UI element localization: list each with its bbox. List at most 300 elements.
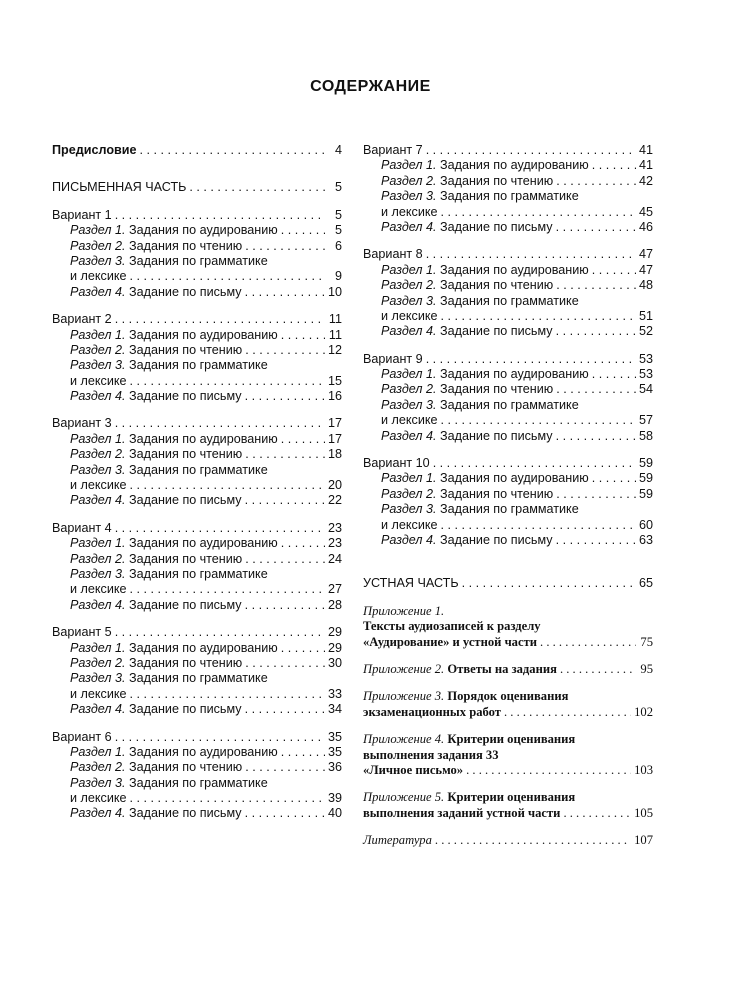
- toc-entry-label: [363, 689, 653, 704]
- dot-leader: [115, 208, 325, 223]
- toc-entry-text: «Личное письмо»: [363, 762, 464, 777]
- toc-entry: [52, 806, 342, 821]
- toc-page-number: 48: [638, 278, 653, 293]
- toc-entry: [363, 143, 653, 158]
- toc-entry: [363, 471, 653, 486]
- toc-entry-label: [381, 471, 589, 486]
- toc-entry-prefix: Раздел 3.: [381, 189, 437, 204]
- dot-leader: [130, 374, 325, 389]
- toc-entry-text: Вариант 6: [52, 729, 112, 744]
- toc-entry-text: и лексике: [70, 373, 127, 388]
- toc-entry-label: [70, 806, 242, 821]
- toc-entry-prefix: Раздел 1.: [381, 158, 437, 173]
- dot-leader: [563, 806, 631, 821]
- dot-leader: [130, 582, 325, 597]
- toc-entry-text: Вариант 8: [363, 247, 423, 262]
- toc-entry-label: [363, 576, 459, 591]
- toc-page-number: 57: [638, 413, 653, 428]
- toc-entry: [363, 833, 653, 848]
- toc-entry: [52, 328, 342, 343]
- toc-entry-text: Критерии оценивания: [444, 732, 576, 747]
- toc-page-number: 10: [327, 284, 342, 299]
- toc-entry-text: Задания по грамматике: [125, 566, 268, 581]
- toc-entry-prefix: Раздел 1.: [381, 471, 437, 486]
- toc-entry: [363, 220, 653, 235]
- dot-leader: [556, 429, 636, 444]
- toc-entry-text: Задания по грамматике: [436, 293, 579, 308]
- toc-entry: [363, 604, 653, 619]
- toc-page-number: 23: [327, 520, 342, 535]
- toc-entry: [52, 552, 342, 567]
- toc-entry-label: [70, 463, 342, 478]
- toc-entry-prefix: Раздел 4.: [381, 324, 437, 339]
- toc-entry: [363, 324, 653, 339]
- toc-entry: [52, 143, 342, 158]
- toc-page-number: 40: [327, 806, 342, 821]
- toc-entry-label: [363, 143, 423, 158]
- toc-entry: [52, 223, 342, 238]
- dot-leader: [140, 143, 325, 158]
- toc-entry-label: [52, 730, 112, 745]
- toc-entry-label: [381, 533, 553, 548]
- toc-entry-label: [70, 536, 278, 551]
- toc-entry-label: [70, 702, 242, 717]
- toc-entry-text: Вариант 5: [52, 625, 112, 640]
- toc-entry: [52, 269, 342, 284]
- toc-page-number: 6: [334, 238, 342, 253]
- toc-entry-prefix: Раздел 4.: [381, 428, 437, 443]
- toc-page-number: 59: [638, 471, 653, 486]
- dot-leader: [281, 432, 325, 447]
- toc-entry-prefix: Раздел 2.: [70, 760, 126, 775]
- dot-leader: [556, 487, 636, 502]
- toc-entry: [52, 687, 342, 702]
- toc-entry-prefix: Раздел 4.: [381, 532, 437, 547]
- dot-leader: [560, 662, 636, 677]
- toc-entry-label: [52, 143, 137, 158]
- toc-entry-text: и лексике: [70, 582, 127, 597]
- toc-entry: [52, 180, 342, 195]
- toc-entry: [363, 158, 653, 173]
- toc-entry-label: [70, 239, 242, 254]
- toc-page-number: 27: [327, 582, 342, 597]
- toc-entry: [52, 625, 342, 640]
- dot-leader: [441, 413, 636, 428]
- spacer: [52, 404, 342, 416]
- toc-entry-label: [381, 413, 438, 428]
- toc-entry-label: [70, 389, 242, 404]
- toc-entry-label: [52, 625, 112, 640]
- toc-entry-prefix: Приложение 5.: [363, 790, 445, 805]
- spacer: [52, 158, 342, 180]
- toc-page-number: 36: [327, 760, 342, 775]
- toc-page-number: 5: [334, 223, 342, 238]
- toc-entry-label: [381, 502, 653, 517]
- toc-entry-text: «Аудирование» и устной части: [363, 634, 538, 649]
- toc-entry: [363, 413, 653, 428]
- toc-page-number: 63: [638, 532, 653, 547]
- toc-entry-text: Задания по грамматике: [125, 775, 268, 790]
- toc-entry: [363, 367, 653, 382]
- toc-entry-text: Задания по аудированию: [125, 327, 278, 342]
- toc-entry: [363, 456, 653, 471]
- toc-page-number: 30: [327, 655, 342, 670]
- dot-leader: [245, 598, 325, 613]
- toc-page-number: 28: [327, 597, 342, 612]
- dot-leader: [466, 763, 631, 778]
- toc-entry-text: Задание по письму: [125, 806, 242, 821]
- dot-leader: [592, 158, 636, 173]
- toc-entry-text: Задания по грамматике: [436, 502, 579, 517]
- toc-entry-text: Задания по чтению: [125, 342, 243, 357]
- toc-entry: [52, 389, 342, 404]
- toc-entry-label: [70, 328, 278, 343]
- dot-leader: [441, 309, 636, 324]
- toc-entry-label: [381, 367, 589, 382]
- toc-entry-prefix: Приложение 4.: [363, 732, 445, 747]
- toc-entry: [363, 309, 653, 324]
- toc-entry-text: Задания по аудированию: [125, 640, 278, 655]
- toc-entry: [363, 502, 653, 517]
- toc-page-number: 54: [638, 382, 653, 397]
- spacer: [363, 235, 653, 247]
- toc-entry: [52, 730, 342, 745]
- toc-entry-label: [381, 382, 553, 397]
- toc-page-number: 11: [328, 327, 342, 342]
- dot-leader: [540, 635, 636, 650]
- spacer: [363, 720, 653, 732]
- toc-entry-label: [70, 478, 127, 493]
- toc-page-number: 39: [327, 791, 342, 806]
- toc-entry-label: [381, 518, 438, 533]
- toc-entry-prefix: Раздел 1.: [70, 640, 126, 655]
- toc-entry-label: [70, 791, 127, 806]
- dot-leader: [245, 285, 325, 300]
- toc-entry-label: [363, 790, 653, 805]
- toc-entry-text: Задания по чтению: [436, 278, 554, 293]
- toc-entry-text: и лексике: [381, 517, 438, 532]
- dot-leader: [189, 180, 325, 195]
- toc-entry-label: [363, 705, 501, 720]
- toc-entry-text: Задания по аудированию: [436, 262, 589, 277]
- toc-entry-label: [381, 309, 438, 324]
- toc-entry: [363, 533, 653, 548]
- toc-entry-text: Задание по письму: [436, 428, 553, 443]
- toc-entry: [52, 463, 342, 478]
- spacer: [363, 592, 653, 604]
- toc-page-number: 52: [638, 324, 653, 339]
- toc-page-number: 75: [640, 634, 653, 649]
- dot-leader: [435, 833, 631, 848]
- spacer: [363, 650, 653, 662]
- dot-leader: [281, 641, 325, 656]
- toc-entry-text: Задания по грамматике: [125, 253, 268, 268]
- toc-entry-label: [381, 174, 553, 189]
- toc-entry-text: и лексике: [70, 686, 127, 701]
- page-title: СОДЕРЖАНИЕ: [310, 78, 431, 95]
- toc-page-number: 53: [638, 351, 653, 366]
- toc-entry-prefix: Раздел 3.: [70, 358, 126, 373]
- toc-entry: [363, 278, 653, 293]
- toc-entry: [52, 358, 342, 373]
- toc-entry-prefix: Раздел 2.: [381, 382, 437, 397]
- toc-entry: [363, 263, 653, 278]
- toc-entry: [363, 619, 653, 634]
- toc-entry-text: Вариант 2: [52, 312, 112, 327]
- toc-entry-text: Порядок оценивания: [444, 689, 569, 704]
- toc-page-number: 15: [327, 373, 342, 388]
- toc-page-number: 41: [638, 143, 653, 157]
- toc-page-number: 20: [327, 478, 342, 493]
- toc-entry: [52, 239, 342, 254]
- toc-entry-prefix: Раздел 3.: [70, 462, 126, 477]
- toc-entry-label: [70, 567, 342, 582]
- toc-entry-text: Задания по чтению: [125, 238, 243, 253]
- toc-entry-label: [363, 732, 653, 747]
- dot-leader: [115, 521, 325, 536]
- toc-entry-text: Задания по чтению: [125, 760, 243, 775]
- toc-entry-text: и лексике: [381, 308, 438, 323]
- toc-entry-text: Задания по чтению: [436, 173, 554, 188]
- spacer: [363, 677, 653, 689]
- toc-page-number: 34: [327, 702, 342, 717]
- toc-page-number: 95: [640, 661, 653, 676]
- toc-entry-label: [381, 158, 589, 173]
- toc-entry-prefix: Раздел 2.: [70, 342, 126, 357]
- toc-entry-text: Задания по аудированию: [436, 158, 589, 173]
- toc-entry: [52, 536, 342, 551]
- toc-entry-label: [363, 635, 537, 650]
- toc-entry-text: Тексты аудиозаписей к разделу: [363, 619, 541, 634]
- toc-page-number: 45: [638, 204, 653, 219]
- dot-leader: [281, 223, 325, 238]
- toc-entry-text: Задания по грамматике: [125, 358, 268, 373]
- toc-entry-label: [381, 189, 653, 204]
- dot-leader: [504, 705, 631, 720]
- toc-entry: [363, 748, 653, 763]
- toc-entry-label: [70, 598, 242, 613]
- spacer: [52, 196, 342, 208]
- dot-leader: [115, 730, 325, 745]
- toc-entry: [52, 760, 342, 775]
- toc-entry-label: [381, 278, 553, 293]
- toc-entry: [52, 208, 342, 223]
- spacer: [363, 444, 653, 456]
- spacer: [52, 509, 342, 521]
- toc-entry-text: выполнения задания 33: [363, 747, 499, 762]
- dot-leader: [556, 533, 636, 548]
- toc-page-number: 47: [638, 247, 653, 262]
- toc-entry-text: и лексике: [381, 413, 438, 428]
- toc-entry-label: [70, 745, 278, 760]
- toc-entry: [363, 205, 653, 220]
- toc-entry: [52, 432, 342, 447]
- toc-entry-text: Задания по чтению: [125, 551, 243, 566]
- toc-page-number: 9: [334, 269, 342, 284]
- toc-page-number: 5: [334, 180, 342, 195]
- toc-entry-text: Вариант 3: [52, 416, 112, 431]
- toc-page-number: 59: [638, 486, 653, 501]
- toc-page-number: 18: [327, 447, 342, 462]
- dot-leader: [426, 143, 636, 158]
- toc-entry-label: [363, 833, 432, 848]
- toc-entry: [363, 352, 653, 367]
- toc-entry-prefix: Раздел 3.: [70, 253, 126, 268]
- toc-entry-text: Задание по письму: [125, 284, 242, 299]
- toc-entry-prefix: Раздел 4.: [381, 219, 437, 234]
- dot-leader: [433, 456, 636, 471]
- toc-page-number: 5: [334, 207, 342, 222]
- toc-entry-label: [52, 416, 112, 431]
- toc-entry-text: Задания по аудированию: [125, 223, 278, 238]
- dot-leader: [441, 518, 636, 533]
- toc-entry-text: Задания по аудированию: [125, 536, 278, 551]
- toc-page-number: 58: [638, 428, 653, 443]
- spacer: [363, 778, 653, 790]
- toc-entry: [52, 312, 342, 327]
- toc-entry-label: [70, 343, 242, 358]
- spacer: [52, 613, 342, 625]
- dot-leader: [592, 367, 636, 382]
- dot-leader: [245, 447, 325, 462]
- toc-entry-prefix: Приложение 3.: [363, 689, 445, 704]
- toc-column-left: [52, 143, 342, 822]
- toc-page-number: 23: [327, 536, 342, 551]
- toc-entry-prefix: Раздел 4.: [70, 284, 126, 299]
- dot-leader: [115, 312, 325, 327]
- toc-page-number: 16: [327, 389, 342, 404]
- toc-page-number: 65: [638, 576, 653, 591]
- toc-page-number: 42: [638, 173, 653, 188]
- toc-entry-label: [70, 687, 127, 702]
- toc-entry-prefix: Раздел 4.: [70, 806, 126, 821]
- dot-leader: [130, 791, 325, 806]
- toc-entry-label: [363, 748, 653, 763]
- toc-entry-label: [70, 447, 242, 462]
- toc-entry-label: [381, 205, 438, 220]
- toc-entry-label: [381, 429, 553, 444]
- toc-entry-label: [70, 432, 278, 447]
- spacer: [52, 718, 342, 730]
- toc-entry: [363, 487, 653, 502]
- spacer: [363, 548, 653, 576]
- toc-entry-label: [70, 656, 242, 671]
- toc-entry-text: Задание по письму: [125, 597, 242, 612]
- toc-entry-text: Вариант 4: [52, 520, 112, 535]
- dot-leader: [592, 263, 636, 278]
- toc-entry: [363, 732, 653, 747]
- toc-entry-label: [70, 254, 342, 269]
- toc-entry-label: [70, 641, 278, 656]
- toc-page-number: 17: [327, 416, 342, 431]
- toc-entry: [363, 518, 653, 533]
- toc-entry: [363, 806, 653, 821]
- toc-entry-text: УСТНАЯ ЧАСТЬ: [363, 576, 459, 591]
- toc-entry-label: [70, 552, 242, 567]
- toc-entry-label: [70, 358, 342, 373]
- toc-entry-prefix: Раздел 3.: [381, 293, 437, 308]
- toc-entry: [52, 343, 342, 358]
- toc-entry: [52, 521, 342, 536]
- toc-entry-label: [70, 493, 242, 508]
- toc-page-number: 29: [327, 625, 342, 640]
- toc-entry-text: Задания по аудированию: [436, 367, 589, 382]
- toc-entry-label: [52, 312, 112, 327]
- toc-entry: [52, 745, 342, 760]
- toc-entry-label: [70, 760, 242, 775]
- toc-entry-label: [70, 776, 342, 791]
- dot-leader: [130, 687, 325, 702]
- toc-entry-text: Задание по письму: [436, 532, 553, 547]
- toc-page-number: 35: [327, 744, 342, 759]
- toc-entry-prefix: Раздел 3.: [70, 775, 126, 790]
- toc-entry: [363, 689, 653, 704]
- dot-leader: [245, 239, 325, 254]
- toc-entry-prefix: Приложение 1.: [363, 603, 445, 618]
- toc-page-number: 4: [334, 143, 342, 157]
- toc-entry-text: и лексике: [70, 478, 127, 493]
- toc-entry: [52, 671, 342, 686]
- toc-page-number: 47: [638, 262, 653, 277]
- spacer: [363, 821, 653, 833]
- toc-entry-text: Задания по аудированию: [125, 744, 278, 759]
- toc-entry: [363, 174, 653, 189]
- toc-page-number: 59: [638, 456, 653, 471]
- toc-entry-label: [381, 263, 589, 278]
- dot-leader: [245, 552, 325, 567]
- dot-leader: [462, 576, 636, 591]
- toc-entry-text: Задания по грамматике: [436, 189, 579, 204]
- toc-entry: [52, 598, 342, 613]
- toc-entry: [52, 374, 342, 389]
- toc-entry-text: Задания по аудированию: [125, 431, 278, 446]
- toc-entry-label: [70, 223, 278, 238]
- dot-leader: [130, 269, 325, 284]
- toc-entry: [52, 478, 342, 493]
- toc-entry-label: [363, 604, 653, 619]
- toc-entry-text: ПИСЬМЕННАЯ ЧАСТЬ: [52, 180, 187, 195]
- toc-entry: [52, 776, 342, 791]
- toc-entry-label: [52, 180, 186, 195]
- dot-leader: [426, 352, 636, 367]
- toc-page-number: 22: [327, 493, 342, 508]
- toc-entry-text: Критерии оценивания: [444, 790, 576, 805]
- toc-page-number: 51: [638, 308, 653, 323]
- toc-entry-label: [381, 220, 553, 235]
- dot-leader: [115, 416, 325, 431]
- toc-entry: [363, 763, 653, 778]
- toc-entry: [363, 398, 653, 413]
- toc-entry-prefix: Раздел 2.: [70, 447, 126, 462]
- toc-entry-prefix: Раздел 3.: [381, 397, 437, 412]
- dot-leader: [245, 343, 325, 358]
- dot-leader: [115, 625, 325, 640]
- toc-entry-prefix: Раздел 3.: [381, 502, 437, 517]
- toc-entry-label: [363, 619, 653, 634]
- dot-leader: [245, 702, 325, 717]
- toc-page-number: 46: [638, 219, 653, 234]
- toc-entry-text: Задание по письму: [125, 493, 242, 508]
- dot-leader: [556, 382, 636, 397]
- toc-page-number: 33: [327, 686, 342, 701]
- toc-entry: [363, 382, 653, 397]
- toc-entry-prefix: Раздел 3.: [70, 566, 126, 581]
- toc-entry: [363, 635, 653, 650]
- dot-leader: [556, 278, 636, 293]
- dot-leader: [245, 493, 325, 508]
- toc-entry: [363, 790, 653, 805]
- toc-entry-label: [70, 285, 242, 300]
